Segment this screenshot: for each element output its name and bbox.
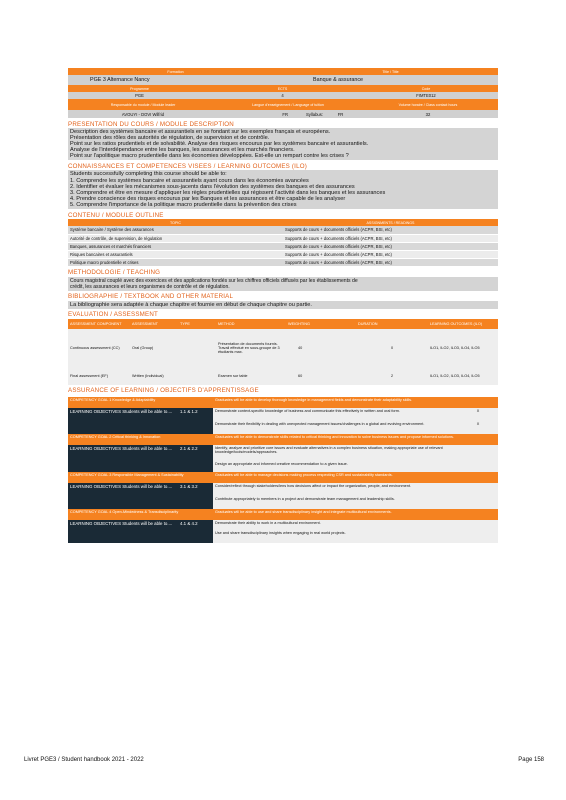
assurance-table bbox=[68, 397, 498, 543]
responsable-value: AVOUYI - DOVI Wilfrid bbox=[121, 111, 165, 117]
eval-cell: Written (Individual) bbox=[130, 367, 178, 385]
eval-cell: 40 bbox=[286, 329, 356, 367]
eval-header-cell: LEARNING OUTCOMES (ILO) bbox=[428, 319, 498, 329]
topic-cell: Autorité de contrôle, de supervision, de régulation bbox=[68, 234, 283, 242]
objective-row bbox=[68, 483, 498, 496]
goal-description: Graduates will be able to manage decisions making process respecting CSR and sustainability standards. bbox=[213, 472, 498, 483]
eval-cell: Final assessment (EF) bbox=[68, 367, 130, 385]
objectives-label: LEARNING OBJECTIVES Students will be able to.... bbox=[68, 408, 178, 434]
code-value: FIMTE012 bbox=[416, 93, 436, 98]
footer-page-number: Page 158 bbox=[518, 757, 544, 763]
objective-text: Use and share transdisciplinary insights when engaging in real world projects. bbox=[213, 530, 458, 543]
contenu-table bbox=[68, 226, 498, 267]
objective-mark: X bbox=[458, 421, 498, 434]
objective-row bbox=[68, 445, 498, 461]
eval-cell: Oral (Group) bbox=[130, 329, 178, 367]
goal-row bbox=[68, 434, 498, 445]
topic-cell: Banques, assurances et marchés financiers bbox=[68, 242, 283, 250]
eval-header-cell: WEIGHTING bbox=[286, 319, 356, 329]
competences-heading: CONNAISSANCES ET COMPETENCES VISEES / LEARNING OUTCOMES (ILO) bbox=[68, 162, 308, 170]
table-row bbox=[68, 234, 498, 242]
formation-value: PGE 3 Alternance Nancy bbox=[90, 77, 150, 83]
competences-line: 1. Comprendre les systèmes bancaire et assurantiels ayant cours dans les économies avancées bbox=[70, 177, 309, 184]
page-footer bbox=[24, 757, 544, 763]
table-row bbox=[68, 242, 498, 250]
objectives-numbers: 2.1 & 2.2 bbox=[178, 445, 213, 472]
eval-header-cell: ASSESSMENT bbox=[130, 319, 178, 329]
header-labels-row-3 bbox=[68, 99, 498, 110]
competences-text bbox=[68, 170, 498, 209]
table-row bbox=[68, 329, 498, 367]
goal-label: COMPETENCY GOAL 2 Critical thinking & Innovation bbox=[68, 434, 213, 445]
langue-value: FR bbox=[282, 111, 288, 117]
footer-left: Livret PGE3 / Student handbook 2021 - 2022 bbox=[24, 757, 144, 763]
goal-row bbox=[68, 397, 498, 408]
goal-description: Graduates will be able to develop thorough knowledge in management fields and demonstrate their adaptability skills. bbox=[213, 397, 498, 408]
header-labels-row-2 bbox=[68, 85, 498, 92]
objective-text: Consider/reflect through stakeholders/lens how decisions affect or impact the organization, people, and environment. bbox=[213, 483, 458, 496]
goal-description: Graduates will be able to use and share transdisciplinary insight and integrate multicultural environments. bbox=[213, 509, 498, 520]
table-row bbox=[68, 258, 498, 266]
eval-cell: 2 bbox=[356, 367, 428, 385]
objective-mark bbox=[458, 445, 498, 461]
objective-mark bbox=[458, 496, 498, 509]
objectives-numbers: 1.1 & 1.2 bbox=[178, 408, 213, 434]
presentation-heading: PRESENTATION DU COURS / MODULE DESCRIPTION bbox=[68, 120, 234, 128]
eval-cell: 60 bbox=[286, 367, 356, 385]
presentation-text bbox=[68, 128, 498, 160]
objectives-numbers: 3.1 & 3.2 bbox=[178, 483, 213, 509]
assign-cell: Supports de cours + documents officiels (ACPR, BSI, etc) bbox=[283, 258, 498, 266]
eval-header-cell: DURATION bbox=[356, 319, 428, 329]
goal-label: COMPETENCY GOAL 1 Knowledge & Adaptability bbox=[68, 397, 213, 408]
presentation-line: Point sur l'apolitique macro prudentielle dans les économies développées. Est-elle un rempart contre les crises ? bbox=[70, 153, 349, 160]
eval-cell: ILO1, ILO2, ILO3, ILO4, ILO5 bbox=[428, 367, 498, 385]
eval-cell: Présentation de documents fournis. Travail effectué en sous-groupe de 3 étudiants max. bbox=[216, 329, 286, 367]
objective-text: Demonstrate context-specific knowledge of business and communicate this effectively in written and oral form. bbox=[213, 408, 458, 421]
eval-cell: Examen sur table bbox=[216, 367, 286, 385]
competences-line: 2. Identifier et évaluer les mécanismes sous-jacents dans l'évolution des systèmes des banques et des assurances bbox=[70, 183, 355, 190]
header-values-row-1 bbox=[68, 75, 498, 85]
programme-value: PGE bbox=[135, 93, 144, 98]
syllabus-label: Syllabus: bbox=[306, 111, 323, 117]
eval-cell: ILO1, ILO2, ILO3, ILO4, ILO5 bbox=[428, 329, 498, 367]
objective-text: Identify, analyze and prioritize core issues and evaluate alternatives in a complex business situation, making appropriate use of relevant knowledge/tools/models/approaches. bbox=[213, 445, 458, 461]
assign-cell: Supports de cours + documents officiels (ACPR, BSI, etc) bbox=[283, 242, 498, 250]
methodologie-heading: METHODOLOGIE / TEACHING bbox=[68, 269, 161, 277]
objectives-numbers: 4.1 & 4.2 bbox=[178, 520, 213, 543]
presentation-line: Description des systèmes bancaire et assurantiels en se fondant sur les exemples français et européens. bbox=[70, 129, 331, 135]
ects-value: 4 bbox=[281, 93, 284, 98]
eval-header-cell: TYPE bbox=[178, 319, 216, 329]
assign-cell: Supports de cours + documents officiels (ACPR, BSI, etc) bbox=[283, 226, 498, 234]
competences-line: 4. Prendre conscience des risques encourus par les Banques et les assurances et être capable de les analyser bbox=[70, 195, 346, 202]
objective-mark bbox=[458, 530, 498, 543]
bibliographie-heading: BIBLIOGRAPHIE / TEXTBOOK AND OTHER MATERIAL bbox=[68, 293, 234, 301]
table-row bbox=[68, 250, 498, 258]
evaluation-table bbox=[68, 319, 498, 385]
competences-line: 3. Comprendre et être en mesure d'appliquer les règles prudentielles qui régissent l'activité dans les banques et les assurances bbox=[70, 189, 386, 196]
objective-text: Contribute appropriately to members in a project and demonstrate team management and leadership skills. bbox=[213, 496, 458, 509]
competences-line: Students successfully completing this course should be able to: bbox=[70, 171, 227, 178]
presentation-line: Analyse de l'interdépendance entre les banques, les assurances et les marchés financiers. bbox=[70, 147, 295, 154]
bibliographie-text bbox=[68, 301, 498, 309]
bibliographie-line: La bibliographie sera adaptée à chaque chapitre et fournie en début de chaque chapitre ou partie. bbox=[70, 301, 312, 308]
syllabus-value: FR bbox=[337, 111, 344, 117]
volume-label: Volume horaire / Class contact hours bbox=[398, 102, 458, 107]
programme-label: Programme bbox=[130, 86, 149, 91]
eval-header-cell: METHOD bbox=[216, 319, 286, 329]
eval-cell bbox=[178, 329, 216, 367]
objective-text: Demonstrate their ability to work in a multicultural environment. bbox=[213, 520, 458, 530]
objective-mark bbox=[458, 461, 498, 472]
evaluation-heading: EVALUATION / ASSESSMENT bbox=[68, 311, 158, 319]
objective-mark bbox=[458, 483, 498, 496]
responsable-label: Responsable du module / Module leader bbox=[110, 102, 176, 107]
goal-description: Graduates will be able to demonstrate skills related to critical thinking and innovation to solve business issues and propose informed solutions. bbox=[213, 434, 498, 445]
objectives-label: LEARNING OBJECTIVES Students will be able to.... bbox=[68, 520, 178, 543]
volume-value: 32 bbox=[425, 111, 431, 117]
objectives-label: LEARNING OBJECTIVES Students will be able to.... bbox=[68, 445, 178, 472]
goal-row bbox=[68, 509, 498, 520]
objective-row bbox=[68, 520, 498, 530]
contenu-header bbox=[68, 219, 498, 226]
assurance-heading: ASSURANCE OF LEARNING / OBJECTIFS D'APPRENTISSAGE bbox=[68, 387, 259, 395]
code-label: Code bbox=[421, 86, 431, 91]
header-values-row-2 bbox=[68, 92, 498, 99]
objectives-label: LEARNING OBJECTIVES Students will be able to.... bbox=[68, 483, 178, 509]
methodologie-text bbox=[68, 277, 498, 291]
title-label: Title / Title bbox=[382, 69, 399, 74]
eval-cell: 0 bbox=[356, 329, 428, 367]
assign-cell: Supports de cours + documents officiels (ACPR, BSI, etc) bbox=[283, 234, 498, 242]
competences-line: 5. Comprendre l'importance de la politique macro prudentielle dans la prévention des crises bbox=[70, 201, 297, 208]
objective-mark: X bbox=[458, 408, 498, 421]
presentation-line: Point sur les ratios prudentiels et de solvabilité. Analyse des risques encourus par les systèmes bancaire et assurantiels. bbox=[70, 141, 369, 148]
topic-cell: Système bancaire / Système des assurances bbox=[68, 226, 283, 234]
topic-cell: Politique macro prudentielle et crises bbox=[68, 258, 283, 266]
objective-mark bbox=[458, 520, 498, 530]
contenu-topic-header: TOPIC bbox=[170, 220, 181, 225]
eval-header-cell: ASSESSMENT COMPONENT bbox=[68, 319, 130, 329]
methodologie-line: crédit, les assurances et leurs organismes de contrôle et de régulation. bbox=[70, 283, 230, 290]
langue-label: Langue d'enseignement / Language of tuition bbox=[252, 102, 324, 107]
objective-text: Demonstrate their flexibility in dealing with unexpected management issues/challenges in a global and evolving environment. bbox=[213, 421, 458, 434]
contenu-heading: CONTENU / MODULE OUTLINE bbox=[68, 211, 164, 219]
evaluation-header-row bbox=[68, 319, 498, 329]
table-row bbox=[68, 367, 498, 385]
goal-row bbox=[68, 472, 498, 483]
goal-label: COMPETENCY GOAL 3 Responsible Management & Sustainability bbox=[68, 472, 213, 483]
assign-cell: Supports de cours + documents officiels (ACPR, BSI, etc) bbox=[283, 250, 498, 258]
presentation-line: Présentation des rôles des autorités de régulation, de supervision et de contrôle. bbox=[70, 135, 270, 142]
ects-label: ECTS bbox=[277, 86, 288, 91]
document-page bbox=[68, 68, 498, 543]
table-row bbox=[68, 226, 498, 234]
methodologie-line: Cours magistral couplé avec des exercices et des applications fondés sur les chiffres officiels diffusés par les établissements de bbox=[70, 277, 358, 284]
formation-label: Formation bbox=[167, 69, 184, 74]
objective-text: Design an appropriate and informed creative recommendation to a given issue. bbox=[213, 461, 458, 472]
header-labels-row-1 bbox=[68, 68, 498, 75]
contenu-assign-header: ASSIGNMENTS / READINGS bbox=[366, 220, 415, 225]
topic-cell: Risques bancaires et assurantiels bbox=[68, 250, 283, 258]
goal-label: COMPETENCY GOAL 4 Open-Mindedness & Transdisciplinarity bbox=[68, 509, 213, 520]
eval-cell bbox=[178, 367, 216, 385]
objective-row bbox=[68, 408, 498, 421]
header-values-row-3 bbox=[68, 110, 498, 118]
title-value: Banque & assurance bbox=[313, 77, 364, 83]
eval-cell: Continuous assessment (CC) bbox=[68, 329, 130, 367]
